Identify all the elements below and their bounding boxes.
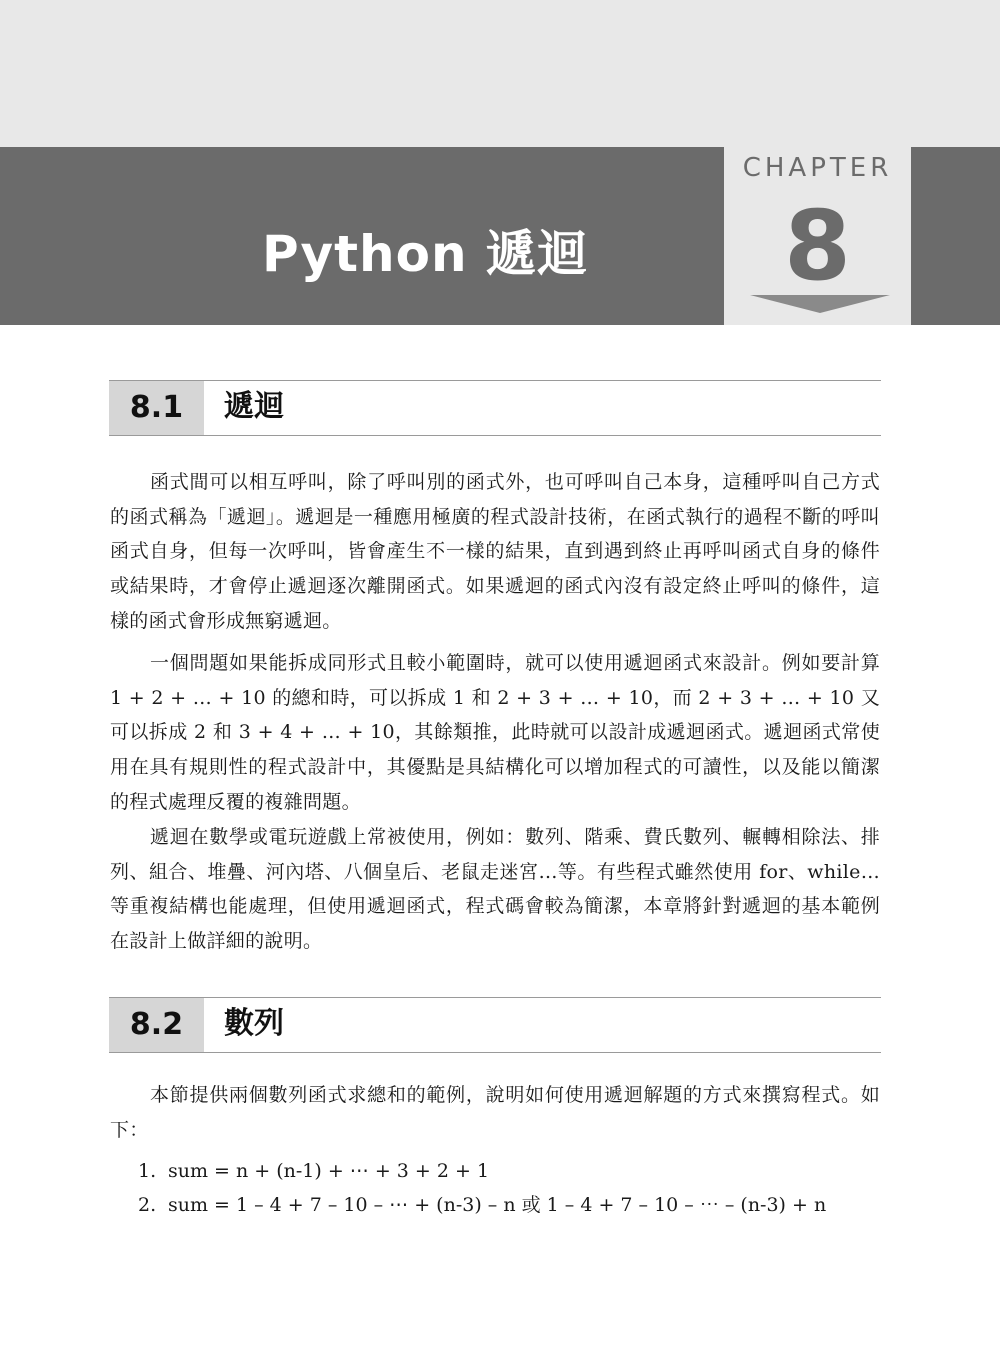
paragraph: 本節提供兩個數列函式求總和的範例，說明如何使用遞迴解題的方式來撰寫程式。如下： (110, 1084, 880, 1141)
section-title: 遞迴 (224, 389, 284, 424)
chapter-title: Python 遞迴 (261, 225, 589, 283)
section-title: 數列 (224, 1006, 284, 1041)
list-item (138, 1154, 878, 1188)
paragraph: 遞迴在數學或電玩遊戲上常被使用，例如：數列、階乘、費氏數列、輾轉相除法、排列、組合、堆疊、河內塔、八個皇后、老鼠走迷宮…等。有些程式雖然使用 for、while…等重複結構也能處理，但使用遞迴函式，程式碼會較為簡潔，本章將針對遞迴的基本範例在設計上做詳細的說明。 (110, 826, 880, 953)
list-item-number: 1. (138, 1160, 157, 1182)
formula-list (138, 1154, 878, 1222)
section-number: 8.2 (109, 998, 204, 1052)
section-heading-8-1 (109, 380, 881, 436)
section-heading-8-2 (109, 997, 881, 1053)
paragraph: 一個問題如果能拆成同形式且較小範圍時，就可以使用遞迴函式來設計。例如要計算 1 + 2 + … + 10 的總和時，可以拆成 1 和 2 + 3 + … + 10，而 2 + 3 + … + 10 又可以拆成 2 和 3 + 4 + … + 10，其餘類推，此時就可以設計成遞迴函式。遞迴函式常使用在具有規則性的程式設計中，其優點是具結構化可以增加程式的可讀性，以及能以簡潔的程式處理反覆的複雜問題。 (110, 652, 880, 813)
list-item (138, 1188, 878, 1222)
list-item-text: sum = n + (n-1) + ⋯ + 3 + 2 + 1 (168, 1160, 490, 1182)
chapter-number-box (724, 147, 911, 325)
list-item-number: 2. (138, 1194, 157, 1216)
chapter-label: CHAPTER (742, 153, 893, 183)
paragraph: 函式間可以相互呼叫，除了呼叫別的函式外，也可呼叫自己本身，這種呼叫自己方式的函式稱為「遞迴」。遞迴是一種應用極廣的程式設計技術，在函式執行的過程不斷的呼叫函式自身，但每一次呼叫，皆會產生不一樣的結果，直到遇到終止再呼叫函式自身的條件或結果時，才會停止遞迴逐次離開函式。如果遞迴的函式內沒有設定終止呼叫的條件，這樣的函式會形成無窮遞迴。 (110, 471, 880, 632)
chapter-arrow-icon (750, 295, 890, 313)
section-number: 8.1 (109, 381, 204, 435)
header-top-band (0, 0, 1000, 147)
chapter-number: 8 (784, 190, 851, 302)
list-item-text: sum = 1 – 4 + 7 – 10 – ⋯ + (n-3) – n 或 1 – 4 + 7 – 10 – ⋯ – (n-3) + n (168, 1194, 827, 1216)
